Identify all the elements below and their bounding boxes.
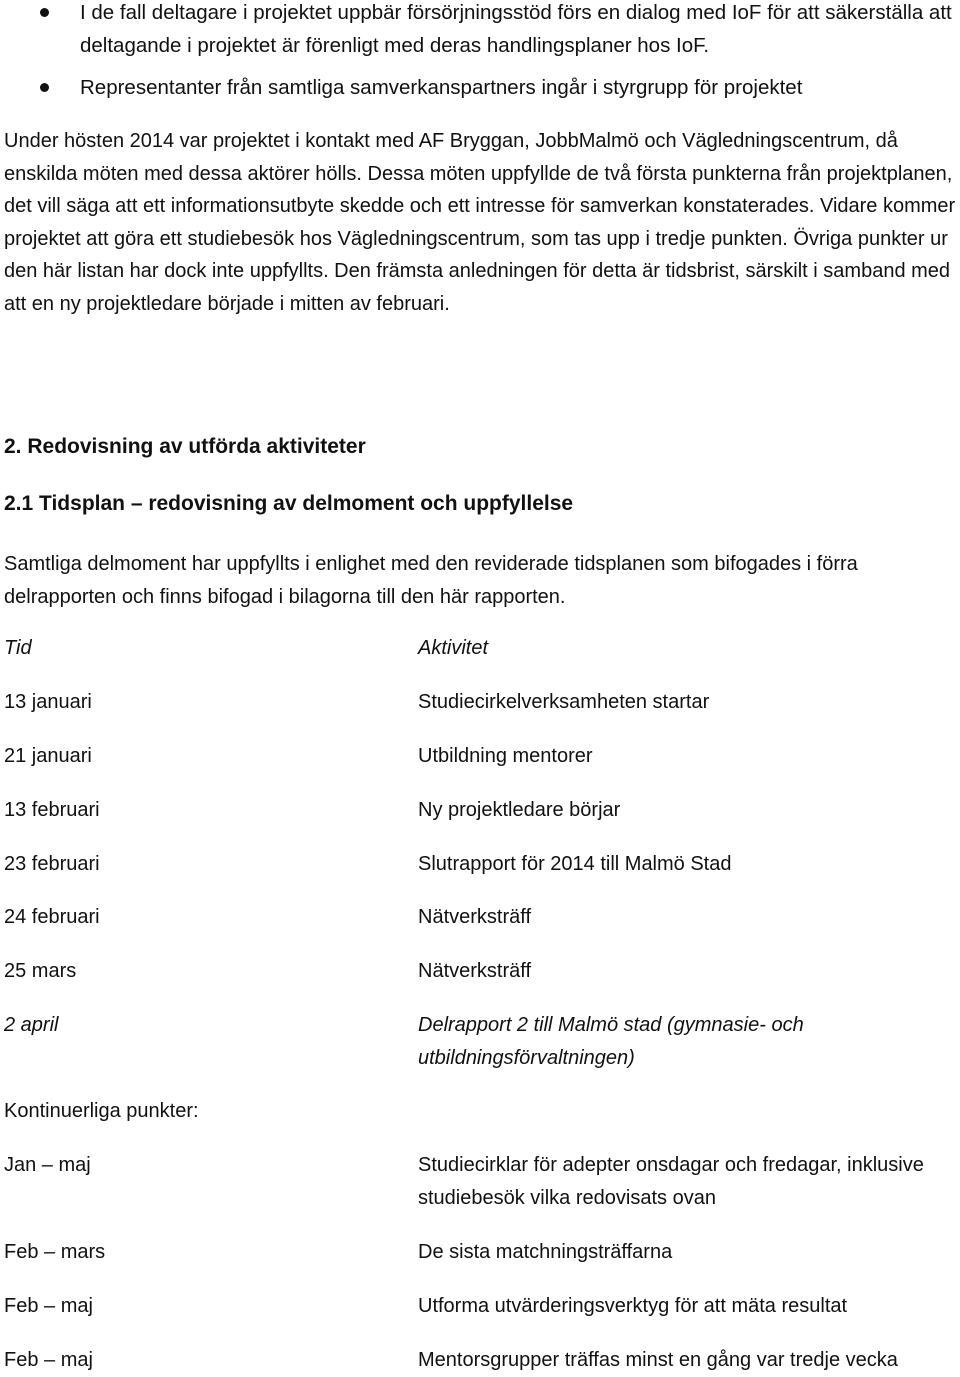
header-activity: Aktivitet — [418, 637, 489, 659]
schedule-time: 13 januari — [4, 691, 92, 713]
schedule-activity: Ny projektledare börjar — [418, 799, 621, 821]
schedule-activity: Studiecirkelverksamheten startar — [418, 691, 710, 713]
header-time: Tid — [4, 637, 32, 659]
bullet-item — [0, 71, 960, 104]
schedule-activity: Nätverksträff — [418, 906, 531, 928]
subsection-heading: 2.1 Tidsplan – redovisning av delmoment och uppfyllelse — [4, 492, 574, 515]
continuous-activity: Mentorsgrupper träffas minst en gång var tredje vecka — [418, 1349, 898, 1371]
body-paragraph: Under hösten 2014 var projektet i kontakt med AF Bryggan, JobbMalmö och Vägledningscentrum, då enskilda möten med dessa aktörer hölls. Dessa möten uppfyllde de två första punkterna från projektplanen, det vill säga att ett informationsutbyte skedde och ett intresse för samverkan konstaterades. Vidare kommer projektet att göra ett studiebesök hos Vägledningscentrum, som tas upp i tredje punkten. Övriga punkter ur den här listan har dock inte uppfyllts. Den främsta anledningen för detta är tidsbrist, särskilt i samband med att en ny projektledare började i mitten av februari. — [4, 130, 956, 315]
schedule-time: 25 mars — [4, 960, 77, 982]
continuous-time: Jan – maj — [4, 1154, 91, 1176]
continuous-time: Feb – maj — [4, 1295, 93, 1317]
schedule-time: 13 februari — [4, 799, 100, 821]
bullet-list — [0, 0, 960, 104]
bullet-text: Representanter från samtliga samverkanspartners ingår i styrgrupp för projektet — [80, 76, 803, 99]
bullet-dot-icon — [40, 8, 49, 17]
schedule-time: 23 februari — [4, 853, 100, 875]
section-heading: 2. Redovisning av utförda aktiviteter — [4, 435, 366, 458]
body-paragraph: Samtliga delmoment har uppfyllts i enlighet med den reviderade tidsplanen som bifogades i förra delrapporten och finns bifogad i bilagorna till den här rapporten. — [4, 553, 858, 608]
schedule-activity: Nätverksträff — [418, 960, 531, 982]
schedule-time: 24 februari — [4, 906, 100, 928]
bullet-dot-icon — [40, 83, 49, 92]
schedule-time: 21 januari — [4, 745, 92, 767]
continuous-activity: Utforma utvärderingsverktyg för att mäta resultat — [418, 1295, 848, 1317]
bullet-item — [0, 0, 960, 62]
schedule-activity: Utbildning mentorer — [418, 745, 593, 767]
continuous-time: Feb – maj — [4, 1349, 93, 1371]
continuous-activity: De sista matchningsträffarna — [418, 1241, 673, 1263]
schedule-time: 2 april — [4, 1014, 59, 1036]
bullet-text: I de fall deltagare i projektet uppbär försörjningsstöd förs en dialog med IoF för att säkerställa att deltagande i projektet är förenligt med deras handlingsplaner hos IoF. — [80, 1, 952, 57]
continuous-label: Kontinuerliga punkter: — [4, 1100, 199, 1122]
continuous-activity: Studiecirklar för adepter onsdagar och fredagar, inklusive studiebesök vilka redovisats ovan — [418, 1154, 924, 1209]
schedule-activity: Delrapport 2 till Malmö stad (gymnasie- och utbildningsförvaltningen) — [418, 1014, 804, 1069]
schedule-activity: Slutrapport för 2014 till Malmö Stad — [418, 853, 732, 875]
continuous-time: Feb – mars — [4, 1241, 106, 1263]
